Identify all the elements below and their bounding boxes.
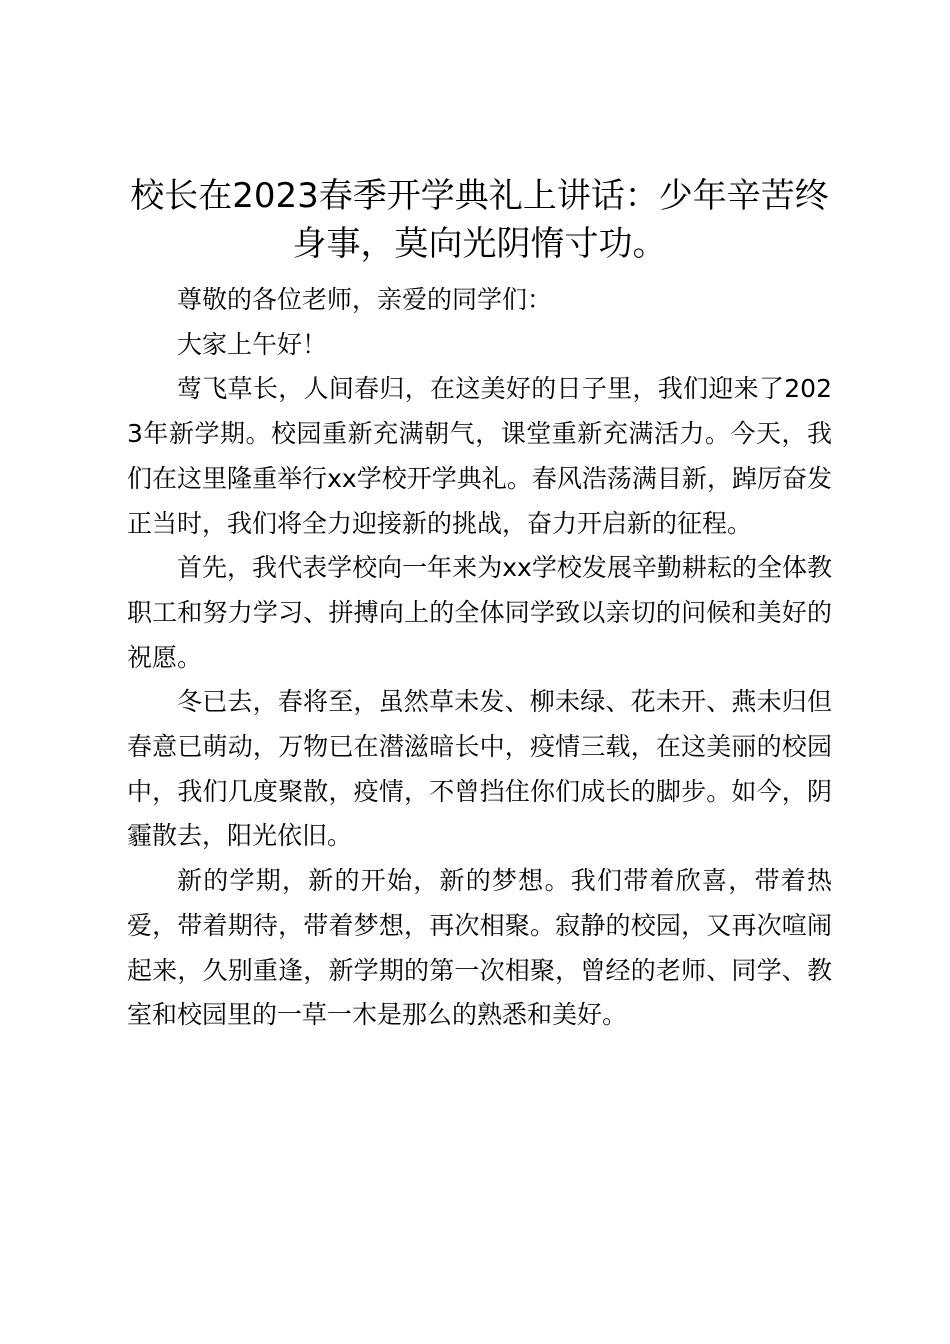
- paragraph-thanks: 首先，我代表学校向一年来为xx学校发展辛勤耕耘的全体教职工和努力学习、拼搏向上的全体同学致以亲切的问候和美好的祝愿。: [127, 553, 832, 672]
- paragraph-opening: 莺飞草长，人间春归，在这美好的日子里，我们迎来了2023年新学期。校园重新充满朝气，课堂重新充满活力。今天，我们在这里隆重举行xx学校开学典礼。春风浩荡满目新，踔厉奋发正当时，我们将全力迎接新的挑战，奋力开启新的征程。: [127, 374, 832, 538]
- paragraph-salutation: 尊敬的各位老师，亲爱的同学们：: [177, 285, 553, 314]
- paragraph-greeting: 大家上午好！: [177, 329, 328, 359]
- paragraph-new-semester: 新的学期，新的开始，新的梦想。我们带着欣喜，带着热爱，带着期待，带着梦想，再次相聚。寂静的校园，又再次喧闹起来，久别重逢，新学期的第一次相聚，曾经的老师、同学、教室和校园里的一草一木是那么的熟悉和美好。: [127, 866, 832, 1030]
- paragraph-winter: 冬已去，春将至，虽然草未发、柳未绿、花未开、燕未归但春意已萌动，万物已在潜滋暗长中，疫情三载，在这美丽的校园中，我们几度聚散，疫情，不曾挡住你们成长的脚步。如今，阴霾散去，阳光依旧。: [127, 687, 832, 851]
- document-body: [127, 172, 832, 1038]
- document-title: 校长在2023春季开学典礼上讲话：少年辛苦终身事，莫向光阴惰寸功。: [130, 176, 829, 264]
